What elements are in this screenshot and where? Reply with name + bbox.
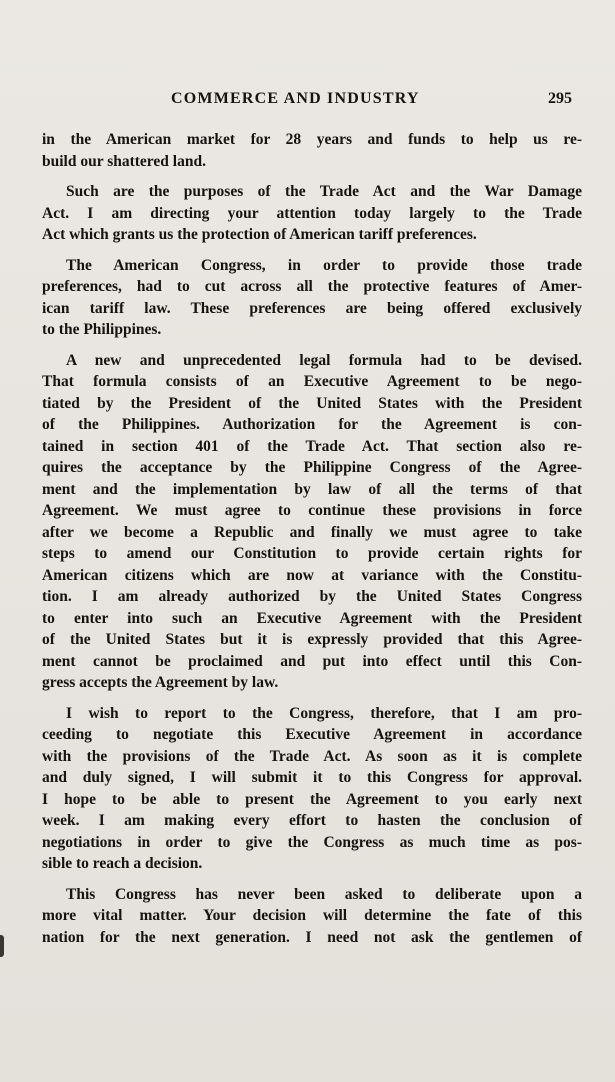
paragraph xyxy=(42,181,582,246)
text-line: tiated by the President of the United States with the President xyxy=(42,394,582,412)
text-line: sible to reach a decision. xyxy=(42,855,203,872)
paragraph xyxy=(42,129,582,172)
running-head: COMMERCE AND INDUSTRY xyxy=(171,90,420,107)
text-line: preferences, had to cut across all the protective features of Amer- xyxy=(42,278,582,295)
text-line: with the provisions of the Trade Act. As soon as it is complete xyxy=(42,747,582,765)
text-line: tained in section 401 of the Trade Act. That section also re- xyxy=(42,437,582,455)
text-line: nation for the next generation. I need not ask the gentlemen of xyxy=(42,928,582,946)
text-line: more vital matter. Your decision will determine the fate of this xyxy=(42,907,582,924)
text-line: quires the acceptance by the Philippine Congress of the Agree- xyxy=(42,459,582,476)
text-line: The American Congress, in order to provide those trade xyxy=(66,256,582,274)
text-line: ican tariff law. These preferences are being offered exclusively xyxy=(42,299,582,317)
text-line: Act. I am directing your attention today largely to the Trade xyxy=(42,204,582,222)
text-line: Act which grants us the protection of American tariff preferences. xyxy=(42,226,477,243)
paragraph xyxy=(42,255,582,341)
text-line: to the Philippines. xyxy=(42,321,162,338)
text-line: I hope to be able to present the Agreement to you early next xyxy=(42,790,582,808)
text-line: ment and the implementation by law of all the terms of that xyxy=(42,480,582,498)
text-line: in the American market for 28 years and funds to help us re- xyxy=(42,131,582,148)
body-text xyxy=(42,129,582,957)
text-line: tion. I am already authorized by the United States Congress xyxy=(42,588,582,605)
text-line: Such are the purposes of the Trade Act and the War Damage xyxy=(66,183,582,200)
text-line: That formula consists of an Executive Agreement to be nego- xyxy=(42,373,582,390)
text-line: American citizens which are now at variance with the Constitu- xyxy=(42,566,582,584)
paragraph xyxy=(42,350,582,694)
text-line: to enter into such an Executive Agreement with the President xyxy=(42,609,582,627)
text-line: after we become a Republic and finally we must agree to take xyxy=(42,523,582,541)
text-line: gress accepts the Agreement by law. xyxy=(42,674,279,691)
text-line: I wish to report to the Congress, therefore, that I am pro- xyxy=(66,704,582,722)
text-line: ment cannot be proclaimed and put into effect until this Con- xyxy=(42,652,582,670)
text-line: ceeding to negotiate this Executive Agreement in accordance xyxy=(42,726,582,743)
text-line: build our shattered land. xyxy=(42,152,206,170)
text-line: and duly signed, I will submit it to this Congress for approval. xyxy=(42,769,582,786)
text-line: A new and unprecedented legal formula had to be devised. xyxy=(66,351,582,369)
paragraph xyxy=(42,884,582,949)
text-line: Agreement. We must agree to continue these provisions in force xyxy=(42,502,582,519)
text-line: This Congress has never been asked to deliberate upon a xyxy=(66,885,582,903)
text-line: week. I am making every effort to hasten the conclusion of xyxy=(42,812,582,829)
page-edge-mark xyxy=(0,935,4,957)
page-number: 295 xyxy=(548,90,572,107)
page-header xyxy=(0,90,615,114)
paragraph xyxy=(42,703,582,875)
text-line: of the Philippines. Authorization for the Agreement is con- xyxy=(42,416,582,433)
text-line: of the United States but it is expressly provided that this Agree- xyxy=(42,631,582,648)
text-line: negotiations in order to give the Congress as much time as pos- xyxy=(42,833,582,851)
text-line: steps to amend our Constitution to provide certain rights for xyxy=(42,545,582,562)
